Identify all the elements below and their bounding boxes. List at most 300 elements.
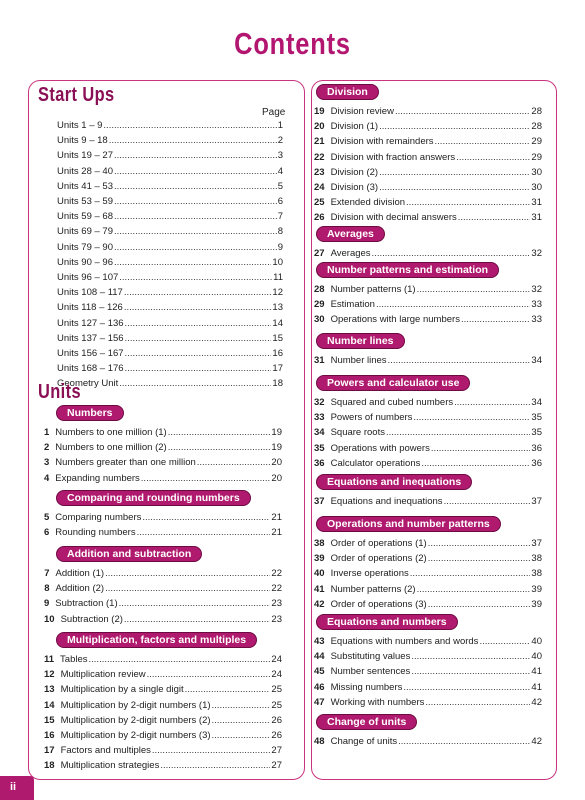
entry-label: Operations with powers xyxy=(330,442,430,454)
entry-label: Order of operations (3) xyxy=(330,598,427,610)
toc-entry[interactable] xyxy=(314,314,542,326)
entry-page-number: 40 xyxy=(531,636,542,647)
dot-leader xyxy=(411,651,530,663)
unit-number: 46 xyxy=(314,681,325,693)
entry-label: Substituting values xyxy=(330,651,411,663)
toc-entry[interactable] xyxy=(314,458,542,470)
toc-entry[interactable] xyxy=(314,136,542,148)
unit-number: 11 xyxy=(44,654,55,665)
toc-entry[interactable] xyxy=(314,197,542,209)
entry-page-number: 42 xyxy=(531,736,542,747)
toc-entry[interactable] xyxy=(57,135,283,147)
toc-entry[interactable] xyxy=(314,496,542,508)
dot-leader xyxy=(168,427,271,439)
toc-entry[interactable] xyxy=(314,182,542,194)
section-heading-pill: Change of units xyxy=(316,714,417,730)
toc-entry[interactable] xyxy=(314,736,542,748)
toc-entry[interactable] xyxy=(314,212,542,224)
dot-leader xyxy=(105,568,270,580)
dot-leader xyxy=(435,136,531,148)
unit-number: 2 xyxy=(44,442,50,454)
dot-leader xyxy=(124,287,272,299)
entry-page-number: 32 xyxy=(531,248,542,259)
entry-page-number: 29 xyxy=(531,136,542,148)
dot-leader xyxy=(417,284,531,296)
dot-leader xyxy=(454,397,530,409)
dot-leader xyxy=(160,760,270,772)
dot-leader xyxy=(152,745,271,757)
section-heading-pill: Addition and subtraction xyxy=(56,546,202,562)
entry-label: Missing numbers xyxy=(330,681,403,693)
dot-leader xyxy=(428,553,531,565)
entry-page-number: 22 xyxy=(271,568,282,579)
toc-entry[interactable] xyxy=(57,120,283,132)
toc-entry[interactable] xyxy=(44,512,282,524)
entry-page-number: 24 xyxy=(271,654,282,665)
entry-page-number: 25 xyxy=(271,684,282,696)
unit-number: 1 xyxy=(44,427,50,438)
dot-leader xyxy=(137,527,271,539)
toc-entry[interactable] xyxy=(57,287,283,299)
dot-leader xyxy=(142,512,270,524)
entry-page-number: 26 xyxy=(271,730,282,741)
page-number: ii xyxy=(10,781,17,793)
dot-leader xyxy=(395,106,530,118)
section-heading-pill: Averages xyxy=(316,226,385,242)
unit-number: 14 xyxy=(44,699,55,711)
page-number-tab xyxy=(0,776,34,800)
entry-label: Expanding numbers xyxy=(55,472,140,484)
toc-entry[interactable] xyxy=(57,378,283,390)
entry-page-number: 37 xyxy=(531,538,542,549)
entry-label: Multiplication strategies xyxy=(60,760,160,772)
dot-leader xyxy=(479,636,530,648)
entry-page-number: 41 xyxy=(531,681,542,693)
dot-leader xyxy=(114,211,277,223)
entry-label: Units 79 – 90 xyxy=(57,241,113,253)
dot-leader xyxy=(403,682,530,694)
dot-leader xyxy=(185,684,271,696)
section-heading-pill: Equations and numbers xyxy=(316,614,458,630)
dot-leader xyxy=(386,427,530,439)
toc-entry[interactable] xyxy=(314,106,542,118)
dot-leader xyxy=(125,318,272,330)
dot-leader xyxy=(212,715,271,727)
entry-label: Division with fraction answers xyxy=(330,151,456,163)
unit-number: 31 xyxy=(314,355,325,366)
entry-page-number: 13 xyxy=(272,302,283,314)
toc-entry[interactable] xyxy=(57,242,283,254)
toc-entry[interactable] xyxy=(314,284,542,296)
entry-label: Squared and cubed numbers xyxy=(330,397,454,408)
dot-leader xyxy=(417,584,531,596)
toc-entry[interactable] xyxy=(44,473,282,485)
toc-entry[interactable] xyxy=(314,568,542,580)
unit-number: 39 xyxy=(314,553,325,565)
entry-label: Number lines xyxy=(330,355,387,366)
unit-number: 7 xyxy=(44,568,50,579)
unit-number: 25 xyxy=(314,197,325,209)
toc-entry[interactable] xyxy=(314,599,542,611)
dot-leader xyxy=(147,669,271,681)
entry-page-number: 30 xyxy=(531,182,542,193)
toc-entry[interactable] xyxy=(44,730,282,742)
unit-number: 5 xyxy=(44,512,50,523)
dot-leader xyxy=(461,314,530,326)
entry-page-number: 20 xyxy=(271,472,282,484)
entry-page-number: 4 xyxy=(277,165,283,177)
entry-label: Units 41 – 53 xyxy=(57,180,113,192)
unit-number: 47 xyxy=(314,696,325,708)
entry-page-number: 23 xyxy=(271,613,282,625)
entry-label: Units 90 – 96 xyxy=(57,256,113,268)
toc-entry[interactable] xyxy=(57,196,283,208)
entry-page-number: 30 xyxy=(531,166,542,178)
toc-entry[interactable] xyxy=(44,568,282,580)
toc-entry[interactable] xyxy=(314,666,542,678)
unit-number: 21 xyxy=(314,136,325,148)
entry-label: Units 127 – 136 xyxy=(57,317,124,329)
dot-leader xyxy=(119,378,271,390)
entry-page-number: 15 xyxy=(272,332,283,344)
entry-page-number: 27 xyxy=(271,745,282,757)
unit-number: 38 xyxy=(314,538,325,549)
toc-entry[interactable] xyxy=(44,760,282,772)
dot-leader xyxy=(105,583,270,595)
toc-entry[interactable] xyxy=(314,553,542,565)
dot-leader xyxy=(388,355,531,367)
toc-entry[interactable] xyxy=(314,697,542,709)
toc-entry[interactable] xyxy=(314,636,542,648)
dot-leader xyxy=(119,272,272,284)
toc-entry[interactable] xyxy=(57,150,283,162)
toc-entry[interactable] xyxy=(57,257,283,269)
dot-leader xyxy=(124,614,271,626)
entry-page-number: 33 xyxy=(531,314,542,326)
toc-entry[interactable] xyxy=(314,682,542,694)
unit-number: 41 xyxy=(314,583,325,595)
entry-page-number: 36 xyxy=(531,457,542,469)
entry-page-number: 19 xyxy=(271,442,282,454)
entry-page-number: 25 xyxy=(271,699,282,711)
entry-label: Subtraction (1) xyxy=(55,598,118,610)
entry-page-number: 12 xyxy=(272,287,283,299)
unit-number: 32 xyxy=(314,397,325,408)
entry-label: Numbers to one million (2) xyxy=(55,442,167,454)
entry-page-number: 33 xyxy=(531,299,542,311)
unit-number: 13 xyxy=(44,684,55,696)
dot-leader xyxy=(413,412,530,424)
dot-leader xyxy=(411,666,530,678)
section-heading-pill: Multiplication, factors and multiples xyxy=(56,632,257,648)
dot-leader xyxy=(124,302,272,314)
toc-entry[interactable] xyxy=(57,333,283,345)
units-heading: Units xyxy=(38,381,82,403)
unit-number: 43 xyxy=(314,636,325,647)
dot-leader xyxy=(212,700,271,712)
unit-number: 42 xyxy=(314,598,325,610)
unit-number: 40 xyxy=(314,568,325,580)
unit-number: 18 xyxy=(44,760,55,772)
unit-number: 23 xyxy=(314,166,325,178)
entry-label: Units 96 – 107 xyxy=(57,272,119,283)
entry-page-number: 31 xyxy=(531,212,542,224)
dot-leader xyxy=(125,363,272,375)
dot-leader xyxy=(428,538,531,550)
unit-number: 9 xyxy=(44,598,50,610)
unit-number: 30 xyxy=(314,314,325,326)
entry-label: Units 19 – 27 xyxy=(57,150,113,162)
unit-number: 4 xyxy=(44,472,50,484)
unit-number: 16 xyxy=(44,730,55,741)
entry-label: Numbers greater than one million xyxy=(55,457,196,469)
dot-leader xyxy=(458,212,531,224)
entry-label: Change of units xyxy=(330,736,398,747)
dot-leader xyxy=(212,730,271,742)
entry-label: Multiplication by 2-digit numbers (3) xyxy=(60,730,211,741)
entry-label: Number sentences xyxy=(330,666,411,678)
unit-number: 24 xyxy=(314,182,325,193)
entry-label: Subtraction (2) xyxy=(60,613,123,625)
entry-page-number: 23 xyxy=(271,598,282,610)
toc-entry[interactable] xyxy=(314,121,542,133)
entry-page-number: 28 xyxy=(531,121,542,133)
entry-label: Division (1) xyxy=(330,121,379,133)
toc-entry[interactable] xyxy=(57,272,283,284)
entry-page-number: 16 xyxy=(272,348,283,359)
section-heading-pill: Comparing and rounding numbers xyxy=(56,490,251,506)
toc-entry[interactable] xyxy=(314,651,542,663)
unit-number: 17 xyxy=(44,745,55,757)
toc-entry[interactable] xyxy=(44,654,282,666)
toc-entry[interactable] xyxy=(44,745,282,757)
section-heading-pill: Number patterns and estimation xyxy=(316,262,499,278)
entry-label: Powers of numbers xyxy=(330,412,413,424)
unit-number: 26 xyxy=(314,212,325,224)
dot-leader xyxy=(398,736,530,748)
toc-entry[interactable] xyxy=(57,181,283,193)
entry-label: Square roots xyxy=(330,427,385,439)
unit-number: 33 xyxy=(314,412,325,424)
entry-page-number: 37 xyxy=(531,496,542,507)
section-heading-pill: Operations and number patterns xyxy=(316,516,501,532)
toc-entry[interactable] xyxy=(44,442,282,454)
unit-number: 44 xyxy=(314,651,325,663)
entry-page-number: 39 xyxy=(531,598,542,610)
entry-label: Geometry Unit xyxy=(57,378,119,390)
toc-entry[interactable] xyxy=(44,669,282,681)
dot-leader xyxy=(406,197,530,209)
entry-label: Addition (1) xyxy=(55,568,105,579)
entry-page-number: 32 xyxy=(531,284,542,295)
toc-entry[interactable] xyxy=(314,443,542,455)
entry-page-number: 18 xyxy=(272,378,283,390)
entry-page-number: 21 xyxy=(271,512,282,523)
dot-leader xyxy=(431,443,531,455)
toc-entry[interactable] xyxy=(314,538,542,550)
entry-label: Equations with numbers and words xyxy=(330,636,479,647)
unit-number: 10 xyxy=(44,613,55,625)
entry-label: Working with numbers xyxy=(330,696,425,708)
toc-entry[interactable] xyxy=(314,397,542,409)
toc-entry[interactable] xyxy=(44,684,282,696)
dot-leader xyxy=(141,473,271,485)
entry-label: Averages xyxy=(330,248,371,259)
toc-entry[interactable] xyxy=(314,584,542,596)
entry-page-number: 34 xyxy=(531,397,542,408)
entry-page-number: 38 xyxy=(531,553,542,565)
entry-label: Calculator operations xyxy=(330,457,421,469)
entry-page-number: 14 xyxy=(272,317,283,329)
entry-label: Numbers to one million (1) xyxy=(55,427,167,438)
entry-label: Addition (2) xyxy=(55,583,105,595)
dot-leader xyxy=(125,333,272,345)
dot-leader xyxy=(425,697,530,709)
entry-page-number: 22 xyxy=(271,583,282,595)
toc-entry[interactable] xyxy=(314,167,542,179)
entry-label: Units 156 – 167 xyxy=(57,348,124,359)
section-heading-pill: Equations and inequations xyxy=(316,474,472,490)
entry-page-number: 39 xyxy=(531,583,542,595)
entry-page-number: 31 xyxy=(531,197,542,209)
unit-number: 6 xyxy=(44,527,50,539)
entry-label: Number patterns (2) xyxy=(330,583,416,595)
toc-entry[interactable] xyxy=(44,614,282,626)
dot-leader xyxy=(109,135,277,147)
entry-page-number: 19 xyxy=(271,427,282,438)
entry-page-number: 7 xyxy=(277,211,283,223)
toc-entry[interactable] xyxy=(57,348,283,360)
entry-page-number: 28 xyxy=(531,106,542,117)
entry-page-number: 8 xyxy=(277,226,283,238)
toc-entry[interactable] xyxy=(44,527,282,539)
entry-label: Multiplication review xyxy=(60,669,146,681)
entry-label: Units 53 – 59 xyxy=(57,196,113,207)
toc-entry[interactable] xyxy=(314,248,542,260)
section-heading-pill: Powers and calculator use xyxy=(316,375,470,391)
entry-label: Inverse operations xyxy=(330,568,409,580)
entry-label: Multiplication by 2-digit numbers (1) xyxy=(60,699,211,711)
unit-number: 12 xyxy=(44,669,55,681)
dot-leader xyxy=(456,152,530,164)
toc-entry[interactable] xyxy=(44,700,282,712)
toc-entry[interactable] xyxy=(314,152,542,164)
dot-leader xyxy=(103,120,276,132)
entry-label: Rounding numbers xyxy=(55,527,136,539)
toc-entry[interactable] xyxy=(44,598,282,610)
dot-leader xyxy=(444,496,531,508)
entry-label: Extended division xyxy=(330,197,406,209)
dot-leader xyxy=(114,242,277,254)
toc-entry[interactable] xyxy=(44,427,282,439)
toc-entry[interactable] xyxy=(314,355,542,367)
toc-entry[interactable] xyxy=(314,299,542,311)
dot-leader xyxy=(410,568,531,580)
dot-leader xyxy=(114,150,277,162)
toc-entry[interactable] xyxy=(57,318,283,330)
entry-page-number: 40 xyxy=(531,651,542,663)
toc-entry[interactable] xyxy=(314,427,542,439)
entry-page-number: 2 xyxy=(277,135,283,147)
entry-label: Units 108 – 117 xyxy=(57,287,123,299)
toc-entry[interactable] xyxy=(57,363,283,375)
toc-entry[interactable] xyxy=(57,166,283,178)
start-ups-heading: Start Ups xyxy=(38,84,115,106)
entry-label: Division (3) xyxy=(330,182,379,193)
dot-leader xyxy=(379,121,530,133)
entry-label: Comparing numbers xyxy=(55,512,142,523)
entry-page-number: 35 xyxy=(531,412,542,424)
entry-page-number: 42 xyxy=(531,696,542,708)
entry-label: Units 118 – 126 xyxy=(57,302,123,314)
entry-label: Units 59 – 68 xyxy=(57,211,113,223)
page-title: Contents xyxy=(234,26,351,61)
entry-page-number: 9 xyxy=(277,241,283,253)
toc-entry[interactable] xyxy=(44,457,282,469)
dot-leader xyxy=(114,166,277,178)
dot-leader xyxy=(428,599,531,611)
dot-leader xyxy=(114,257,271,269)
entry-label: Order of operations (2) xyxy=(330,553,427,565)
dot-leader xyxy=(114,181,277,193)
unit-number: 3 xyxy=(44,457,50,469)
dot-leader xyxy=(197,457,271,469)
dot-leader xyxy=(376,299,530,311)
entry-label: Units 9 – 18 xyxy=(57,135,108,147)
entry-page-number: 6 xyxy=(277,196,283,207)
dot-leader xyxy=(372,248,531,260)
toc-entry[interactable] xyxy=(57,226,283,238)
entry-label: Division with remainders xyxy=(330,136,434,148)
toc-entry[interactable] xyxy=(57,211,283,223)
unit-number: 35 xyxy=(314,442,325,454)
entry-page-number: 36 xyxy=(531,442,542,454)
entry-label: Division (2) xyxy=(330,166,379,178)
toc-entry[interactable] xyxy=(57,302,283,314)
entry-label: Division review xyxy=(330,106,394,117)
toc-entry[interactable] xyxy=(314,412,542,424)
unit-number: 28 xyxy=(314,284,325,295)
entry-page-number: 27 xyxy=(271,760,282,772)
entry-page-number: 11 xyxy=(273,272,283,283)
entry-label: Estimation xyxy=(330,299,375,311)
dot-leader xyxy=(114,226,277,238)
section-heading-pill: Numbers xyxy=(56,405,124,421)
unit-number: 37 xyxy=(314,496,325,507)
toc-entry[interactable] xyxy=(44,583,282,595)
unit-number: 27 xyxy=(314,248,325,259)
dot-leader xyxy=(379,182,530,194)
section-heading-pill: Division xyxy=(316,84,379,100)
entry-label: Order of operations (1) xyxy=(330,538,427,549)
unit-number: 22 xyxy=(314,151,325,163)
entry-page-number: 41 xyxy=(531,666,542,678)
dot-leader xyxy=(125,348,272,360)
entry-page-number: 35 xyxy=(531,427,542,439)
entry-page-number: 1 xyxy=(277,120,283,131)
entry-label: Units 69 – 79 xyxy=(57,226,113,238)
toc-entry[interactable] xyxy=(44,715,282,727)
entry-label: Operations with large numbers xyxy=(330,314,460,326)
dot-leader xyxy=(421,458,530,470)
unit-number: 45 xyxy=(314,666,325,678)
unit-number: 36 xyxy=(314,457,325,469)
page-column-label: Page xyxy=(262,107,286,118)
entry-label: Units 28 – 40 xyxy=(57,165,113,177)
entry-label: Multiplication by a single digit xyxy=(60,684,184,696)
entry-page-number: 26 xyxy=(271,714,282,726)
entry-page-number: 5 xyxy=(277,180,283,192)
